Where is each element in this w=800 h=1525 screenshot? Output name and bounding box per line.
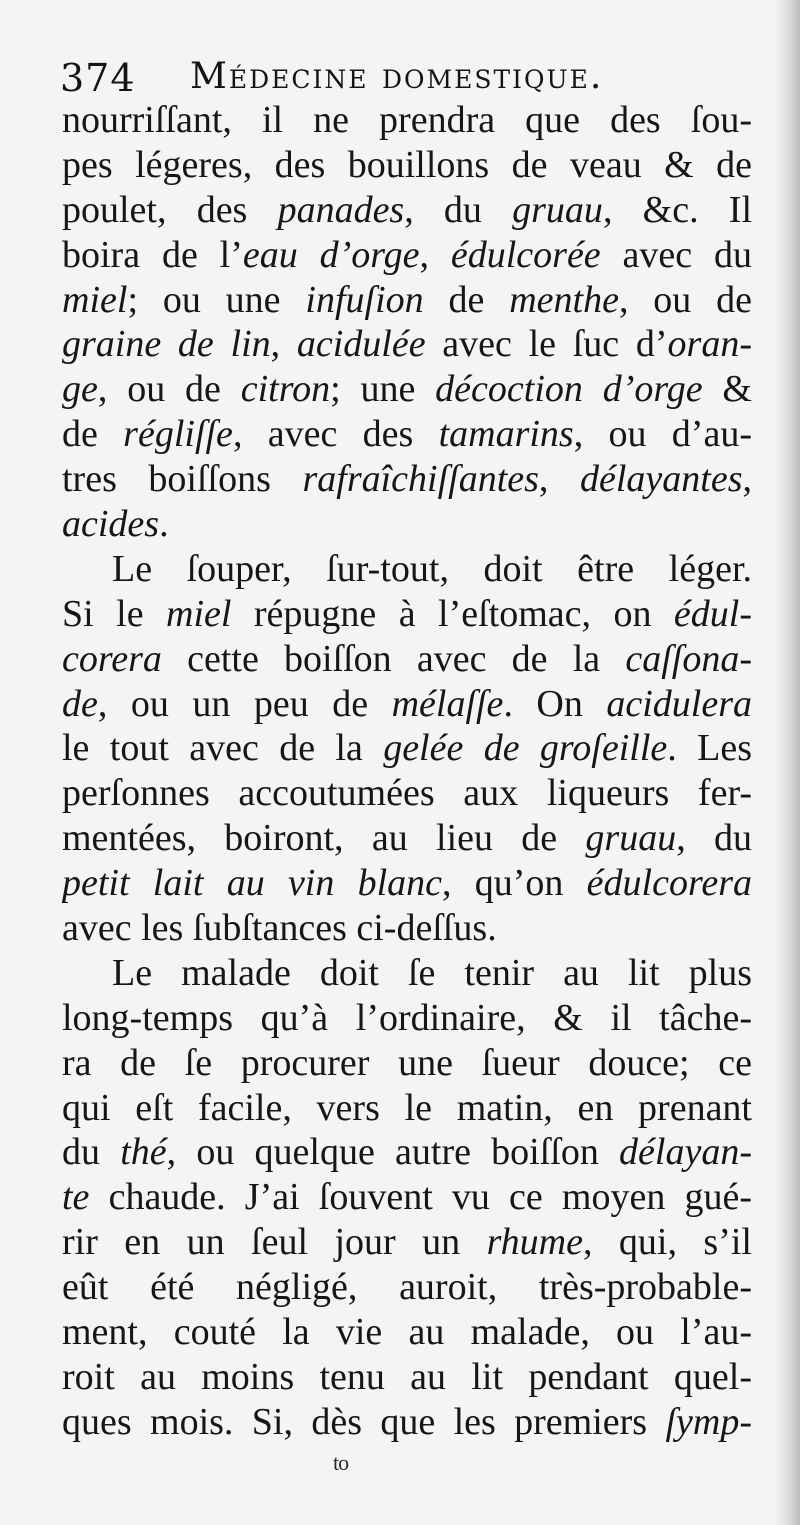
italic-text: infuſion xyxy=(305,278,424,321)
italic-text: édulcorera xyxy=(586,862,752,905)
text-line xyxy=(62,1175,752,1220)
italic-text: gruau xyxy=(585,817,677,860)
text-segment: Le ſouper, ſur-tout, doit être léger. xyxy=(112,547,752,590)
italic-text: édulcorée xyxy=(450,233,601,276)
text-line xyxy=(62,1400,752,1445)
text-segment: . On xyxy=(503,682,607,725)
text-segment: , xyxy=(270,323,297,366)
text-segment: , ou un peu de xyxy=(97,682,392,725)
italic-text: ſymp- xyxy=(665,1400,752,1443)
text-segment: rir en un ſeul jour un xyxy=(62,1221,487,1264)
text-segment: ; ou une xyxy=(127,278,306,321)
italic-text: de xyxy=(62,682,98,725)
text-segment: mentées, boiront, au lieu de xyxy=(62,817,586,860)
text-segment: ra de ſe procurer une ſueur douce; ce xyxy=(62,1041,752,1084)
text-segment: , &c. Il xyxy=(602,188,752,231)
italic-text: délayan- xyxy=(619,1131,752,1174)
text-segment: , xyxy=(742,458,752,501)
text-segment: long-temps qu’à l’ordinaire, & il tâche- xyxy=(62,996,752,1039)
text-segment: , du xyxy=(404,188,513,231)
text-line xyxy=(62,1041,752,1086)
italic-text: gelée de groſeille xyxy=(383,727,668,770)
italic-text: acidulée xyxy=(296,323,426,366)
text-segment: avec le ſuc d’ xyxy=(425,323,668,366)
text-segment: nourriſſant, il ne prendra que des ſou- xyxy=(62,99,752,141)
text-segment: avec du xyxy=(600,233,752,276)
text-segment: tres boiſſons xyxy=(62,458,303,501)
italic-text: ge xyxy=(62,368,98,411)
text-line xyxy=(62,1086,752,1131)
text-segment: avec les ſubſtances ci-deſſus. xyxy=(62,907,497,950)
body-text xyxy=(62,98,752,1445)
text-segment: , ou quelque autre boiſſon xyxy=(166,1131,620,1174)
text-line xyxy=(62,906,752,951)
text-segment: , qui, s’il xyxy=(582,1221,752,1264)
text-line xyxy=(62,682,752,727)
italic-text: caſſona- xyxy=(625,637,752,680)
italic-text: panades xyxy=(277,188,405,231)
text-line xyxy=(62,547,752,592)
text-line xyxy=(62,98,752,143)
text-line xyxy=(62,188,752,233)
text-line xyxy=(62,1310,752,1355)
italic-text: petit lait au vin blanc xyxy=(62,862,443,905)
italic-text: rafraîchiſſantes xyxy=(302,458,539,501)
text-segment: chaude. J’ai ſouvent vu ce moyen gué- xyxy=(89,1176,752,1219)
text-segment: roit au moins tenu au lit pendant quel- xyxy=(62,1355,752,1398)
page-header xyxy=(60,52,760,102)
text-line xyxy=(62,771,752,816)
text-segment: répugne à l’eſtomac, on xyxy=(231,592,674,635)
italic-text: gruau xyxy=(512,188,603,231)
text-line xyxy=(62,1355,752,1400)
text-line xyxy=(62,143,752,188)
text-segment: de xyxy=(62,413,124,456)
italic-text: mélaſſe xyxy=(391,682,504,725)
text-segment: , qu’on xyxy=(442,862,587,905)
text-segment: , du xyxy=(676,817,752,860)
text-segment: poulet, des xyxy=(62,188,278,231)
text-segment: . Les xyxy=(667,727,752,770)
printer-mark: to xyxy=(333,1450,349,1475)
text-segment: & xyxy=(702,368,752,411)
text-line xyxy=(62,278,752,323)
text-segment: ; une xyxy=(330,368,436,411)
text-line xyxy=(62,1265,752,1310)
text-segment: boira de l’ xyxy=(62,233,243,276)
text-segment: Le malade doit ſe tenir au lit plus xyxy=(112,951,752,994)
text-segment: de xyxy=(423,278,510,321)
text-line xyxy=(62,951,752,996)
text-line xyxy=(62,637,752,682)
text-line xyxy=(62,502,752,547)
text-segment: le tout avec de la xyxy=(62,727,384,770)
page-edge-shadow xyxy=(774,0,800,1525)
text-segment: , xyxy=(419,233,451,276)
page-number: 374 xyxy=(60,56,136,100)
italic-text: corera xyxy=(62,637,162,680)
text-line xyxy=(62,861,752,906)
italic-text: graine de lin xyxy=(62,323,271,366)
italic-text: oran- xyxy=(667,323,752,366)
text-segment: , xyxy=(538,458,580,501)
italic-text: acides xyxy=(62,503,160,546)
text-segment: pes légeres, des bouillons de veau & de xyxy=(62,143,752,186)
italic-text: citron xyxy=(240,368,331,411)
text-line xyxy=(62,1220,752,1265)
text-segment: du xyxy=(62,1131,121,1174)
text-line xyxy=(62,412,752,457)
text-segment: cette boiſſon avec de la xyxy=(161,637,626,680)
text-segment: , ou d’au- xyxy=(573,413,752,456)
text-segment: eût été négligé, auroit, très-probable- xyxy=(62,1266,752,1309)
italic-text: te xyxy=(62,1176,90,1219)
italic-text: décoction d’orge xyxy=(435,368,703,411)
italic-text: régliſſe xyxy=(123,413,233,456)
text-line xyxy=(62,233,752,278)
text-segment: qui eſt facile, vers le matin, en prenant xyxy=(62,1086,752,1129)
text-line xyxy=(62,1130,752,1175)
text-line xyxy=(62,367,752,412)
text-segment: ques mois. Si, dès que les premiers xyxy=(62,1400,666,1443)
running-head: Médecine domestique. xyxy=(190,56,604,97)
text-segment: . xyxy=(159,503,169,546)
italic-text: tamarins xyxy=(438,413,574,456)
text-line xyxy=(62,322,752,367)
italic-text: acidulera xyxy=(606,682,752,725)
text-segment: perſonnes accoutumées aux liqueurs fer- xyxy=(62,772,752,815)
text-line xyxy=(62,592,752,637)
italic-text: menthe xyxy=(509,278,619,321)
italic-text: eau d’orge xyxy=(242,233,420,276)
text-segment: , ou de xyxy=(97,368,241,411)
text-line xyxy=(62,457,752,502)
italic-text: délayantes xyxy=(580,458,743,501)
text-segment: , avec des xyxy=(232,413,439,456)
text-line xyxy=(62,996,752,1041)
italic-text: thé xyxy=(120,1131,167,1174)
text-line xyxy=(62,816,752,861)
italic-text: édul- xyxy=(673,592,752,635)
text-segment: Si le xyxy=(62,592,167,635)
italic-text: miel xyxy=(166,592,232,635)
italic-text: rhume xyxy=(486,1221,583,1264)
italic-text: miel xyxy=(62,278,128,321)
text-segment: , ou de xyxy=(618,278,752,321)
text-segment: ment, couté la vie au malade, ou l’au- xyxy=(62,1311,752,1354)
text-line xyxy=(62,726,752,771)
